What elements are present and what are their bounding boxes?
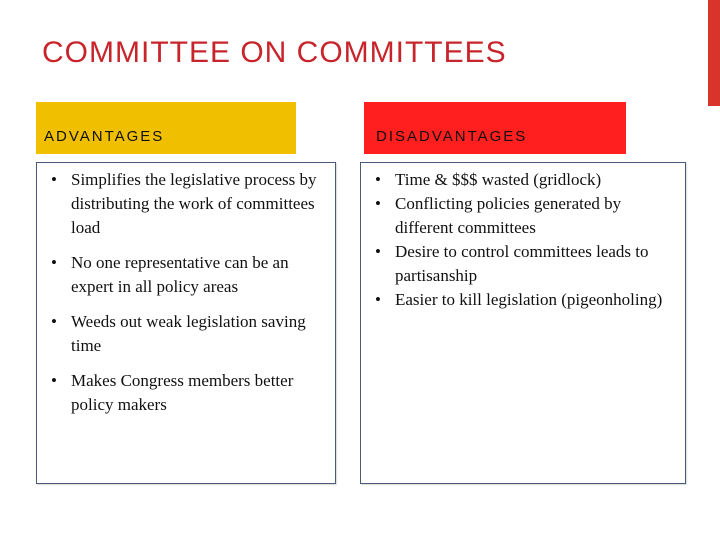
bullet-icon: • xyxy=(375,242,381,261)
list-item-text: Desire to control committees leads to partisanship xyxy=(395,242,649,285)
list-item-text: No one representative can be an expert in all policy areas xyxy=(71,253,289,296)
disadvantages-list xyxy=(361,163,685,312)
bullet-icon: • xyxy=(51,371,57,390)
disadvantages-panel xyxy=(360,162,686,484)
bullet-icon: • xyxy=(375,194,381,213)
bullet-icon: • xyxy=(51,253,57,272)
bullet-icon: • xyxy=(51,312,57,331)
list-item-text: Easier to kill legislation (pigeonholing) xyxy=(395,290,663,309)
list-item xyxy=(41,168,331,240)
list-item xyxy=(365,168,681,192)
advantages-panel xyxy=(36,162,336,484)
bullet-icon: • xyxy=(375,170,381,189)
advantages-header: ADVANTAGES xyxy=(36,102,296,154)
list-item xyxy=(365,240,681,288)
list-item-text: Makes Congress members better policy makers xyxy=(71,371,294,414)
list-item-text: Simplifies the legislative process by distributing the work of committees load xyxy=(71,170,317,237)
list-item xyxy=(365,288,681,312)
list-item xyxy=(41,369,331,417)
list-item xyxy=(365,192,681,240)
list-item xyxy=(41,251,331,299)
bullet-icon: • xyxy=(375,290,381,309)
bullet-icon: • xyxy=(51,170,57,189)
accent-bar xyxy=(708,0,720,106)
advantages-list xyxy=(37,163,335,417)
list-item-text: Conflicting policies generated by different committees xyxy=(395,194,622,237)
disadvantages-header: DISADVANTAGES xyxy=(364,102,626,154)
list-item-text: Weeds out weak legislation saving time xyxy=(71,312,306,355)
slide-title: COMMITTEE ON COMMITTEES xyxy=(42,36,507,69)
list-item xyxy=(41,310,331,358)
list-item-text: Time & $$$ wasted (gridlock) xyxy=(395,170,602,189)
